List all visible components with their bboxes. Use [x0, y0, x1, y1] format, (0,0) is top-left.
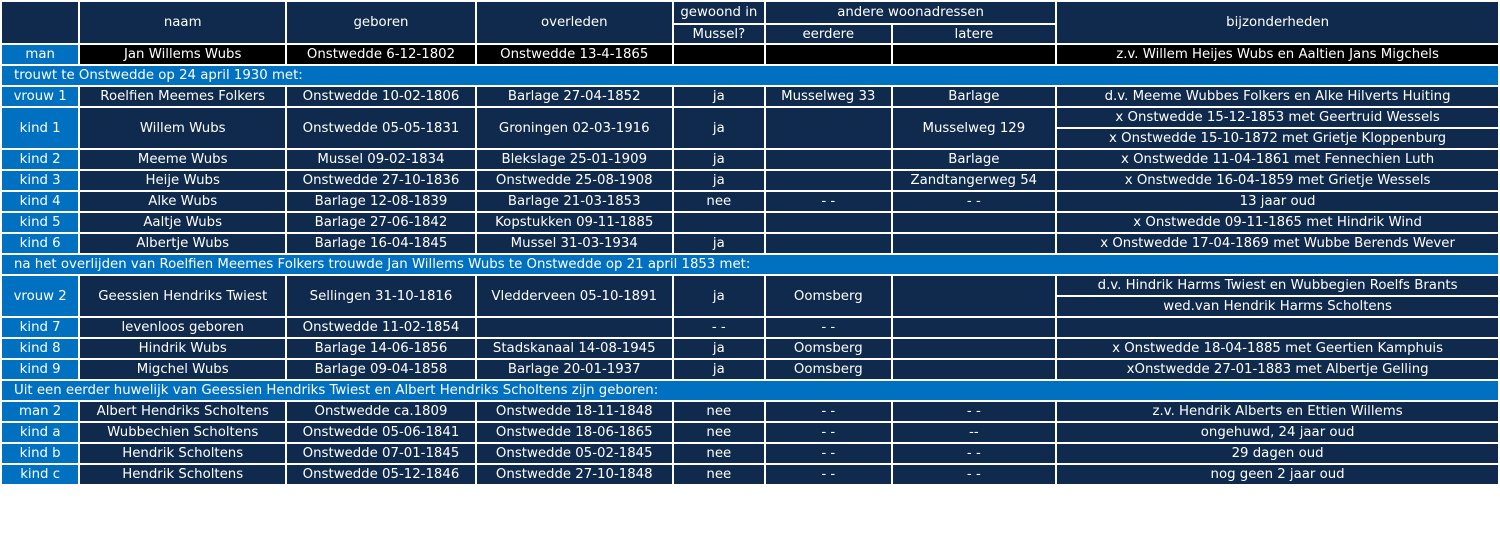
cell-gewoond: nee: [674, 465, 764, 484]
cell-gewoond: ja: [674, 234, 764, 253]
cell-overleden: Barlage 20-01-1937: [477, 360, 672, 379]
header-naam: naam: [80, 2, 285, 43]
row-man-2: [2, 402, 1498, 421]
cell-geboren: Barlage 14-06-1856: [287, 339, 475, 358]
row-man: [2, 45, 1498, 64]
cell-eerdere: - -: [766, 318, 891, 337]
header-geboren: geboren: [287, 2, 475, 43]
cell-naam: Alke Wubs: [80, 192, 285, 211]
header-latere: latere: [893, 25, 1056, 43]
header-overleden: overleden: [477, 2, 672, 43]
cell-bijzonderheden: x Onstwedde 11-04-1861 met Fennechien Luth: [1057, 150, 1498, 169]
cell-bijzonderheden: x Onstwedde 18-04-1885 met Geertien Kamphuis: [1057, 339, 1498, 358]
cell-bijzonderheden: d.v. Meeme Wubbes Folkers en Alke Hilverts Huiting: [1057, 87, 1498, 106]
row-label: vrouw 1: [2, 87, 78, 106]
cell-latere: [893, 318, 1056, 337]
row-kind-9: [2, 360, 1498, 379]
cell-eerdere: - -: [766, 402, 891, 421]
cell-gewoond: ja: [674, 87, 764, 106]
cell-naam: Migchel Wubs: [80, 360, 285, 379]
cell-overleden: Onstwedde 27-10-1848: [477, 465, 672, 484]
cell-overleden: Stadskanaal 14-08-1945: [477, 339, 672, 358]
row-label: kind 7: [2, 318, 78, 337]
cell-bijzonderheden: x Onstwedde 09-11-1865 met Hindrik Wind: [1057, 213, 1498, 232]
row-kind-7: [2, 318, 1498, 337]
cell-bijzonderheden: xOnstwedde 27-01-1883 met Albertje Gelling: [1057, 360, 1498, 379]
cell-overleden: Barlage 27-04-1852: [477, 87, 672, 106]
cell-latere: Musselweg 129: [893, 108, 1056, 148]
header-andere-woonadressen: andere woonadressen: [766, 2, 1055, 23]
cell-naam: Geessien Hendriks Twiest: [80, 276, 285, 316]
cell-geboren: Barlage 27-06-1842: [287, 213, 475, 232]
cell-naam: Albert Hendriks Scholtens: [80, 402, 285, 421]
cell-eerdere: Musselweg 33: [766, 87, 891, 106]
cell-naam: Roelfien Meemes Folkers: [80, 87, 285, 106]
cell-geboren: Sellingen 31-10-1816: [287, 276, 475, 316]
cell-bijzonderheden: [1057, 318, 1498, 337]
cell-geboren: Onstwedde 27-10-1836: [287, 171, 475, 190]
cell-naam: Heije Wubs: [80, 171, 285, 190]
cell-geboren: Barlage 16-04-1845: [287, 234, 475, 253]
cell-gewoond: ja: [674, 276, 764, 316]
cell-naam: Meeme Wubs: [80, 150, 285, 169]
cell-geboren: Onstwedde 07-01-1845: [287, 444, 475, 463]
cell-gewoond: ja: [674, 171, 764, 190]
cell-eerdere: [766, 45, 891, 64]
cell-overleden: Groningen 02-03-1916: [477, 108, 672, 148]
cell-latere: [893, 339, 1056, 358]
row-kind-1: [2, 108, 1498, 127]
row-kind-3: [2, 171, 1498, 190]
cell-naam: Hendrik Scholtens: [80, 465, 285, 484]
cell-overleden: Onstwedde 05-02-1845: [477, 444, 672, 463]
cell-eerdere: - -: [766, 465, 891, 484]
cell-eerdere: - -: [766, 192, 891, 211]
cell-eerdere: [766, 234, 891, 253]
cell-geboren: Mussel 09-02-1834: [287, 150, 475, 169]
cell-latere: - -: [893, 465, 1056, 484]
cell-latere: Zandtangerweg 54: [893, 171, 1056, 190]
cell-latere: - -: [893, 192, 1056, 211]
cell-bijzonderheden-2: x Onstwedde 15-10-1872 met Grietje Kloppenburg: [1057, 129, 1498, 148]
section-row-3: [2, 381, 1498, 400]
cell-geboren: Onstwedde 05-12-1846: [287, 465, 475, 484]
cell-naam: Hendrik Scholtens: [80, 444, 285, 463]
cell-bijzonderheden: z.v. Willem Heijes Wubs en Aaltien Jans Migchels: [1057, 45, 1498, 64]
cell-eerdere: - -: [766, 444, 891, 463]
cell-latere: [893, 276, 1056, 316]
cell-gewoond: ja: [674, 150, 764, 169]
cell-eerdere: Oomsberg: [766, 360, 891, 379]
cell-eerdere: - -: [766, 423, 891, 442]
cell-bijzonderheden-1: x Onstwedde 15-12-1853 met Geertruid Wessels: [1057, 108, 1498, 127]
header-gewoond-line2: Mussel?: [674, 25, 764, 43]
cell-overleden: Vledderveen 05-10-1891: [477, 276, 672, 316]
row-kind-4: [2, 192, 1498, 211]
cell-latere: [893, 360, 1056, 379]
row-label: vrouw 2: [2, 276, 78, 316]
row-kind-c: [2, 465, 1498, 484]
cell-bijzonderheden: x Onstwedde 16-04-1859 met Grietje Wessels: [1057, 171, 1498, 190]
cell-bijzonderheden-2: wed.van Hendrik Harms Scholtens: [1057, 297, 1498, 316]
cell-overleden: Barlage 21-03-1853: [477, 192, 672, 211]
cell-gewoond: ja: [674, 339, 764, 358]
row-label: man: [2, 45, 78, 64]
cell-overleden: Kopstukken 09-11-1885: [477, 213, 672, 232]
row-label: kind 4: [2, 192, 78, 211]
row-label: kind 8: [2, 339, 78, 358]
cell-eerdere: [766, 171, 891, 190]
row-label: kind 9: [2, 360, 78, 379]
cell-bijzonderheden: z.v. Hendrik Alberts en Ettien Willems: [1057, 402, 1498, 421]
cell-overleden: Mussel 31-03-1934: [477, 234, 672, 253]
section-heading-1: trouwt te Onstwedde op 24 april 1930 met:: [2, 66, 1498, 85]
header-gewoond-line1: gewoond in: [674, 2, 764, 23]
cell-gewoond: ja: [674, 360, 764, 379]
cell-gewoond: [674, 213, 764, 232]
row-kind-b: [2, 444, 1498, 463]
cell-bijzonderheden: nog geen 2 jaar oud: [1057, 465, 1498, 484]
cell-geboren: Barlage 12-08-1839: [287, 192, 475, 211]
cell-gewoond: nee: [674, 402, 764, 421]
cell-overleden: Onstwedde 25-08-1908: [477, 171, 672, 190]
cell-eerdere: [766, 108, 891, 148]
cell-geboren: Onstwedde 05-06-1841: [287, 423, 475, 442]
row-label: man 2: [2, 402, 78, 421]
cell-eerdere: Oomsberg: [766, 276, 891, 316]
row-kind-6: [2, 234, 1498, 253]
cell-latere: [893, 45, 1056, 64]
cell-latere: Barlage: [893, 87, 1056, 106]
row-kind-5: [2, 213, 1498, 232]
header-blank: [2, 2, 78, 43]
row-label: kind 5: [2, 213, 78, 232]
cell-geboren: Onstwedde 05-05-1831: [287, 108, 475, 148]
cell-overleden: Onstwedde 18-11-1848: [477, 402, 672, 421]
cell-latere: --: [893, 423, 1056, 442]
cell-eerdere: [766, 150, 891, 169]
row-label: kind b: [2, 444, 78, 463]
cell-geboren: Onstwedde 6-12-1802: [287, 45, 475, 64]
header-row-1: [2, 2, 1498, 23]
cell-overleden: [477, 318, 672, 337]
cell-eerdere: Oomsberg: [766, 339, 891, 358]
cell-geboren: Onstwedde 10-02-1806: [287, 87, 475, 106]
cell-bijzonderheden-1: d.v. Hindrik Harms Twiest en Wubbegien Roelfs Brants: [1057, 276, 1498, 295]
cell-geboren: Onstwedde ca.1809: [287, 402, 475, 421]
section-row-1: [2, 66, 1498, 85]
cell-gewoond: nee: [674, 423, 764, 442]
cell-overleden: Blekslage 25-01-1909: [477, 150, 672, 169]
cell-naam: levenloos geboren: [80, 318, 285, 337]
section-row-2: [2, 255, 1498, 274]
cell-bijzonderheden: ongehuwd, 24 jaar oud: [1057, 423, 1498, 442]
cell-gewoond: nee: [674, 444, 764, 463]
cell-overleden: Onstwedde 18-06-1865: [477, 423, 672, 442]
cell-latere: [893, 213, 1056, 232]
section-heading-2: na het overlijden van Roelfien Meemes Folkers trouwde Jan Willems Wubs te Onstwedde op 21 april 1853 met:: [2, 255, 1498, 274]
cell-geboren: Barlage 09-04-1858: [287, 360, 475, 379]
cell-bijzonderheden: 29 dagen oud: [1057, 444, 1498, 463]
cell-latere: [893, 234, 1056, 253]
row-kind-8: [2, 339, 1498, 358]
row-kind-2: [2, 150, 1498, 169]
cell-geboren: Onstwedde 11-02-1854: [287, 318, 475, 337]
cell-naam: Aaltje Wubs: [80, 213, 285, 232]
row-label: kind 1: [2, 108, 78, 148]
cell-naam: Jan Willems Wubs: [80, 45, 285, 64]
cell-bijzonderheden: x Onstwedde 17-04-1869 met Wubbe Berends Wever: [1057, 234, 1498, 253]
row-label: kind 6: [2, 234, 78, 253]
row-label: kind 2: [2, 150, 78, 169]
header-bijzonderheden: bijzonderheden: [1057, 2, 1498, 43]
cell-latere: Barlage: [893, 150, 1056, 169]
cell-gewoond: nee: [674, 192, 764, 211]
header-eerdere: eerdere: [766, 25, 891, 43]
cell-naam: Albertje Wubs: [80, 234, 285, 253]
cell-naam: Wubbechien Scholtens: [80, 423, 285, 442]
cell-naam: Willem Wubs: [80, 108, 285, 148]
cell-overleden: Onstwedde 13-4-1865: [477, 45, 672, 64]
row-label: kind 3: [2, 171, 78, 190]
row-label: kind a: [2, 423, 78, 442]
cell-bijzonderheden: 13 jaar oud: [1057, 192, 1498, 211]
cell-gewoond: [674, 45, 764, 64]
cell-gewoond: - -: [674, 318, 764, 337]
section-heading-3: Uit een eerder huwelijk van Geessien Hendriks Twiest en Albert Hendriks Scholtens zijn geboren:: [2, 381, 1498, 400]
cell-eerdere: [766, 213, 891, 232]
row-kind-a: [2, 423, 1498, 442]
cell-gewoond: ja: [674, 108, 764, 148]
row-label: kind c: [2, 465, 78, 484]
cell-latere: - -: [893, 402, 1056, 421]
row-vrouw-2: [2, 276, 1498, 295]
row-vrouw-1: [2, 87, 1498, 106]
cell-naam: Hindrik Wubs: [80, 339, 285, 358]
cell-latere: - -: [893, 444, 1056, 463]
